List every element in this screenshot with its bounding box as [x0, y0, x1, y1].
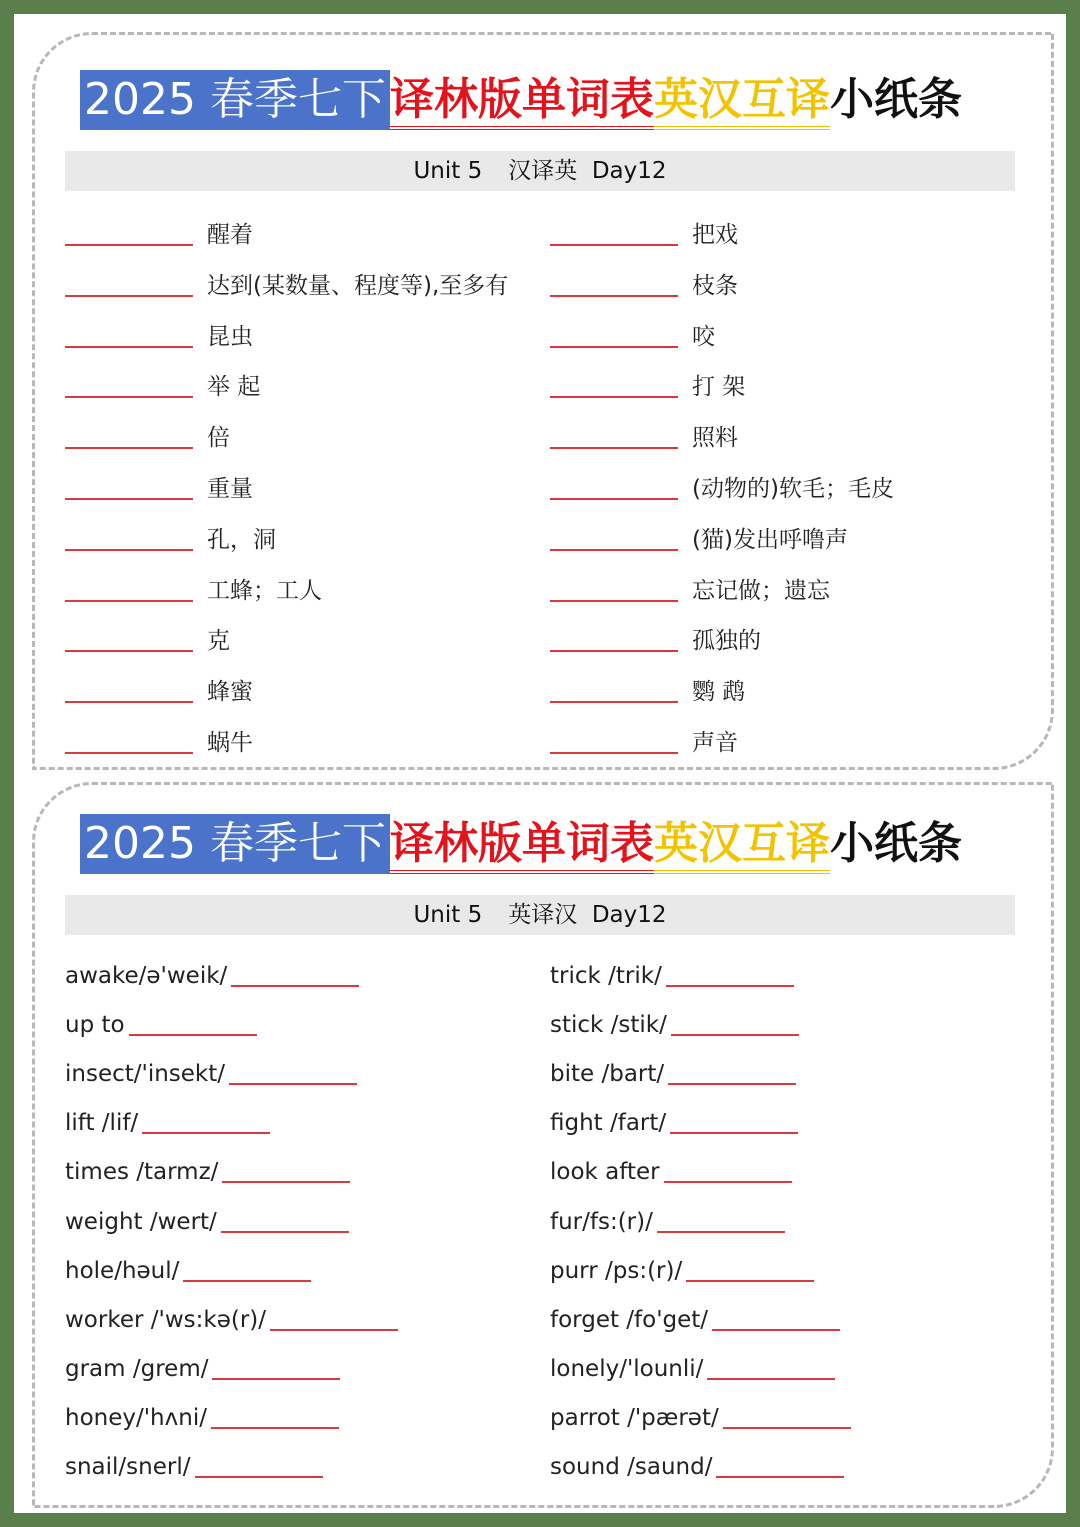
- answer-blank-line[interactable]: [550, 548, 678, 551]
- answer-blank-line[interactable]: [657, 1230, 785, 1233]
- word-row-left: [65, 1446, 323, 1482]
- english-word: gram /grem/: [65, 1355, 209, 1382]
- word-row-left: [65, 1299, 398, 1335]
- english-word: trick /trik/: [550, 963, 662, 989]
- answer-blank-line[interactable]: [65, 497, 193, 500]
- answer-blank-line[interactable]: [550, 599, 678, 602]
- english-word: stick /stik/: [550, 1012, 667, 1039]
- word-row-right: [550, 1299, 840, 1335]
- chinese-meaning: 孔，洞: [207, 526, 276, 553]
- english-word: fur/fs:(r)/: [550, 1208, 653, 1235]
- word-row-left: [65, 1102, 270, 1138]
- unit-label: Unit 5: [413, 902, 483, 928]
- answer-blank-line[interactable]: [686, 1279, 814, 1282]
- answer-blank-line[interactable]: [670, 1131, 798, 1134]
- word-row-left: [65, 1397, 339, 1433]
- word-row-right: [550, 265, 738, 301]
- answer-blank-line[interactable]: [211, 1426, 339, 1429]
- word-row-right: [550, 1348, 835, 1384]
- sheet2-title: [80, 814, 962, 874]
- chinese-meaning: 照料: [692, 425, 738, 452]
- answer-blank-line[interactable]: [671, 1033, 799, 1036]
- word-row-left: [65, 955, 359, 991]
- english-word: insect/'insekt/: [65, 1061, 226, 1088]
- answer-blank-line[interactable]: [129, 1033, 257, 1036]
- answer-blank-line[interactable]: [65, 294, 193, 297]
- chinese-meaning: 孤独的: [692, 628, 761, 655]
- chinese-meaning: 昆虫: [207, 323, 253, 350]
- word-row-right: [550, 366, 745, 402]
- answer-blank-line[interactable]: [550, 649, 678, 652]
- word-row-right: [550, 468, 894, 504]
- answer-blank-line[interactable]: [668, 1082, 796, 1085]
- english-word: lift /lif/: [65, 1110, 139, 1137]
- word-row-left: [65, 570, 322, 606]
- answer-blank-line[interactable]: [65, 599, 193, 602]
- word-row-right: [550, 955, 794, 991]
- unit-label: Unit 5: [413, 158, 483, 184]
- english-word: parrot /'pærət/: [550, 1404, 719, 1431]
- chinese-meaning: 忘记做；遗忘: [692, 577, 830, 604]
- english-word: honey/'hʌni/: [65, 1404, 207, 1431]
- word-row-right: [550, 620, 761, 656]
- title-textbook: 译林版单词表: [390, 70, 654, 130]
- english-word: sound /saund/: [550, 1454, 713, 1480]
- word-row-right: [550, 722, 738, 758]
- word-row-left: [65, 1004, 257, 1040]
- chinese-meaning: 咬: [692, 323, 715, 350]
- answer-blank-line[interactable]: [183, 1279, 311, 1282]
- english-word: times /tarmz/: [65, 1159, 219, 1186]
- answer-blank-line[interactable]: [550, 243, 678, 246]
- english-word: worker /'ws:kə(r)/: [65, 1306, 266, 1333]
- word-row-left: [65, 671, 253, 707]
- answer-blank-line[interactable]: [716, 1475, 844, 1478]
- sheet2-subtitle-bar: [65, 895, 1015, 935]
- answer-blank-line[interactable]: [550, 395, 678, 398]
- chinese-meaning: (猫)发出呼噜声: [692, 526, 848, 553]
- chinese-meaning: 举 起: [207, 374, 261, 401]
- chinese-meaning: 枝条: [692, 272, 738, 299]
- answer-blank-line[interactable]: [65, 700, 193, 703]
- chinese-meaning: 把戏: [692, 222, 738, 248]
- word-row-right: [550, 519, 848, 555]
- day-label: Day12: [591, 902, 667, 928]
- day-label: Day12: [591, 158, 667, 184]
- answer-blank-line[interactable]: [707, 1377, 835, 1380]
- chinese-meaning: 达到(某数量、程度等),至多有: [207, 272, 509, 299]
- chinese-meaning: 倍: [207, 425, 230, 452]
- english-word: up to: [65, 1012, 125, 1039]
- answer-blank-line[interactable]: [712, 1328, 840, 1331]
- english-word: look after: [550, 1159, 660, 1186]
- mode-label: 汉译英: [508, 158, 578, 184]
- mode-label: 英译汉: [508, 902, 578, 928]
- chinese-meaning: 工蜂；工人: [207, 577, 322, 604]
- word-row-right: [550, 1053, 796, 1089]
- title-mode: 英汉互译: [654, 814, 830, 874]
- word-row-right: [550, 1151, 792, 1187]
- english-word: hole/həul/: [65, 1257, 180, 1284]
- chinese-meaning: 鹦 鹉: [692, 679, 746, 706]
- word-row-left: [65, 1201, 349, 1237]
- answer-blank-line[interactable]: [142, 1131, 270, 1134]
- answer-blank-line[interactable]: [550, 700, 678, 703]
- answer-blank-line[interactable]: [723, 1426, 851, 1429]
- english-word: purr /ps:(r)/: [550, 1257, 683, 1284]
- word-row-left: [65, 1151, 350, 1187]
- word-row-right: [550, 1201, 785, 1237]
- answer-blank-line[interactable]: [550, 446, 678, 449]
- chinese-meaning: 蜂蜜: [207, 679, 253, 706]
- answer-blank-line[interactable]: [550, 345, 678, 348]
- answer-blank-line[interactable]: [550, 294, 678, 297]
- word-row-right: [550, 214, 738, 250]
- answer-blank-line[interactable]: [664, 1180, 792, 1183]
- title-mode: 英汉互译: [654, 70, 830, 130]
- english-word: lonely/'lounli/: [550, 1355, 704, 1382]
- word-row-right: [550, 1446, 844, 1482]
- word-row-left: [65, 366, 260, 402]
- sheet1-title: [80, 70, 962, 130]
- answer-blank-line[interactable]: [666, 984, 794, 987]
- answer-blank-line[interactable]: [65, 548, 193, 551]
- title-note: 小纸条: [829, 74, 962, 125]
- word-row-right: [550, 1397, 851, 1433]
- word-row-right: [550, 1102, 798, 1138]
- word-row-left: [65, 214, 253, 250]
- word-row-right: [550, 417, 738, 453]
- chinese-meaning: 蜗牛: [207, 730, 253, 756]
- word-row-left: [65, 620, 230, 656]
- chinese-meaning: 声音: [692, 730, 738, 756]
- answer-blank-line[interactable]: [65, 446, 193, 449]
- answer-blank-line[interactable]: [550, 751, 678, 754]
- word-row-right: [550, 671, 745, 707]
- word-row-right: [550, 316, 715, 352]
- sheet1-subtitle-bar: [65, 151, 1015, 191]
- answer-blank-line[interactable]: [65, 243, 193, 246]
- word-row-left: [65, 1250, 311, 1286]
- title-year-grade: 2025 春季七下: [80, 70, 390, 130]
- english-word: snail/snerl/: [65, 1454, 191, 1480]
- answer-blank-line[interactable]: [221, 1230, 349, 1233]
- english-word: fight /fart/: [550, 1110, 667, 1137]
- chinese-meaning: 重量: [207, 476, 253, 502]
- title-year-grade: 2025 春季七下: [80, 814, 390, 874]
- word-row-left: [65, 265, 508, 301]
- answer-blank-line[interactable]: [270, 1328, 398, 1331]
- title-textbook: 译林版单词表: [390, 814, 654, 874]
- answer-blank-line[interactable]: [229, 1082, 357, 1085]
- answer-blank-line[interactable]: [212, 1377, 340, 1380]
- answer-blank-line[interactable]: [195, 1475, 323, 1478]
- answer-blank-line[interactable]: [550, 497, 678, 500]
- answer-blank-line[interactable]: [231, 984, 359, 987]
- answer-blank-line[interactable]: [65, 395, 193, 398]
- answer-blank-line[interactable]: [65, 345, 193, 348]
- chinese-meaning: (动物的)软毛；毛皮: [692, 476, 894, 502]
- word-row-left: [65, 722, 253, 758]
- word-row-left: [65, 519, 276, 555]
- word-row-right: [550, 570, 830, 606]
- answer-blank-line[interactable]: [222, 1180, 350, 1183]
- word-row-right: [550, 1250, 814, 1286]
- word-row-right: [550, 1004, 799, 1040]
- chinese-meaning: 打 架: [692, 374, 746, 401]
- answer-blank-line[interactable]: [65, 649, 193, 652]
- english-word: forget /fo'get/: [550, 1306, 709, 1333]
- word-row-left: [65, 1053, 357, 1089]
- word-row-left: [65, 1348, 340, 1384]
- english-word: bite /bart/: [550, 1061, 665, 1088]
- english-word: awake/ə'weik/: [65, 963, 228, 989]
- word-row-left: [65, 417, 230, 453]
- word-row-left: [65, 316, 253, 352]
- title-note: 小纸条: [829, 818, 962, 869]
- chinese-meaning: 克: [207, 628, 230, 655]
- english-word: weight /wert/: [65, 1208, 217, 1235]
- chinese-meaning: 醒着: [207, 222, 253, 248]
- word-row-left: [65, 468, 253, 504]
- answer-blank-line[interactable]: [65, 751, 193, 754]
